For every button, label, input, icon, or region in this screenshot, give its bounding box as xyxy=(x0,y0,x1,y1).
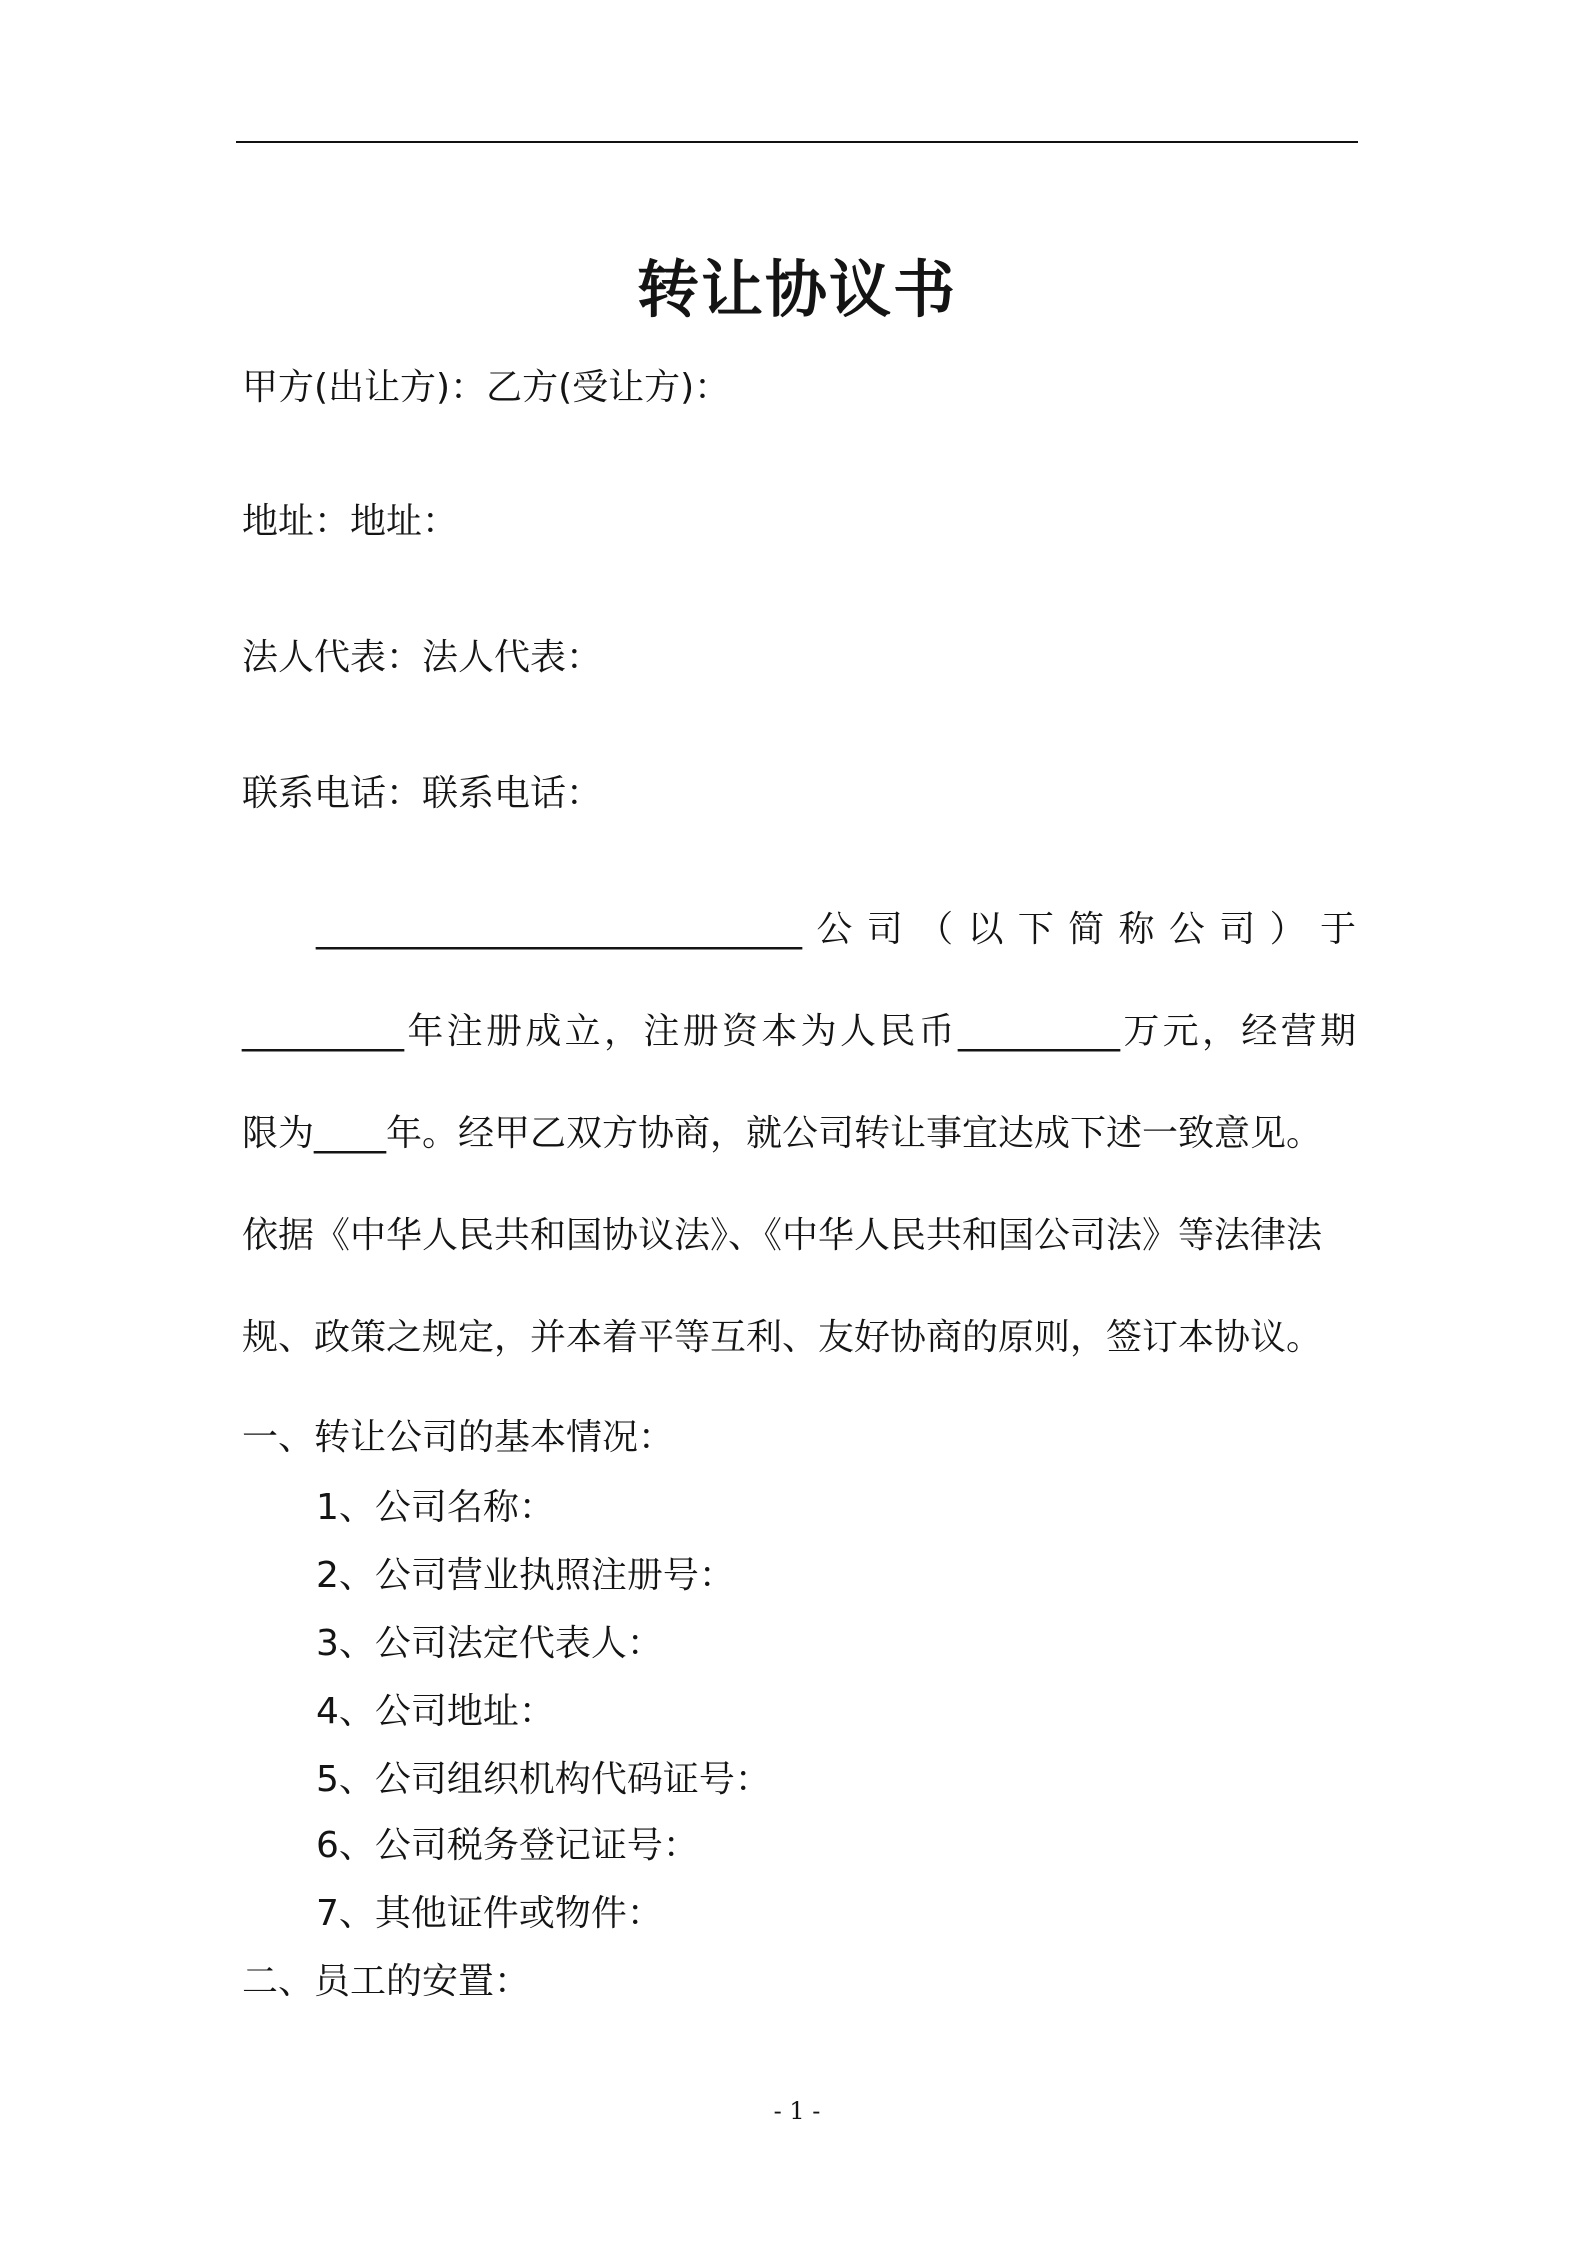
section-1-item-2: 2、公司营业执照注册号： xyxy=(316,1555,735,1596)
section-1-item-5: 5、公司组织机构代码证号： xyxy=(316,1759,771,1800)
party-line-names: 甲方(出让方)：乙方(受让方)： xyxy=(242,367,731,408)
page-number: - 1 - xyxy=(773,2097,821,2125)
section-2-heading: 二、员工的安置： xyxy=(242,1961,531,2002)
intro-line-4: 依据《中华人民共和国协议法》、《中华人民共和国公司法》等法律法 xyxy=(242,1215,1323,1256)
party-line-phone: 联系电话：联系电话： xyxy=(242,773,603,814)
intro-line-2: _________年注册成立，注册资本为人民币_________万元，经营期 xyxy=(242,1011,1356,1052)
party-line-legal-rep: 法人代表：法人代表： xyxy=(242,637,603,678)
intro-line-5: 规、政策之规定，并本着平等互利、友好协商的原则，签订本协议。 xyxy=(242,1317,1323,1358)
section-1-item-3: 3、公司法定代表人： xyxy=(316,1623,663,1664)
intro-line-1: ___________________________公司（以下简称公司）于 xyxy=(316,909,1356,950)
section-1-item-1: 1、公司名称： xyxy=(316,1487,555,1528)
intro-line-3: 限为____年。经甲乙双方协商，就公司转让事宜达成下述一致意见。 xyxy=(242,1113,1323,1154)
section-1-item-6: 6、公司税务登记证号： xyxy=(316,1825,699,1866)
header-rule xyxy=(236,141,1358,143)
party-line-address: 地址：地址： xyxy=(242,501,459,542)
document-title: 转让协议书 xyxy=(636,253,957,326)
section-1-heading: 一、转让公司的基本情况： xyxy=(242,1417,675,1458)
section-1-item-4: 4、公司地址： xyxy=(316,1691,555,1732)
section-1-item-7: 7、其他证件或物件： xyxy=(316,1893,663,1934)
